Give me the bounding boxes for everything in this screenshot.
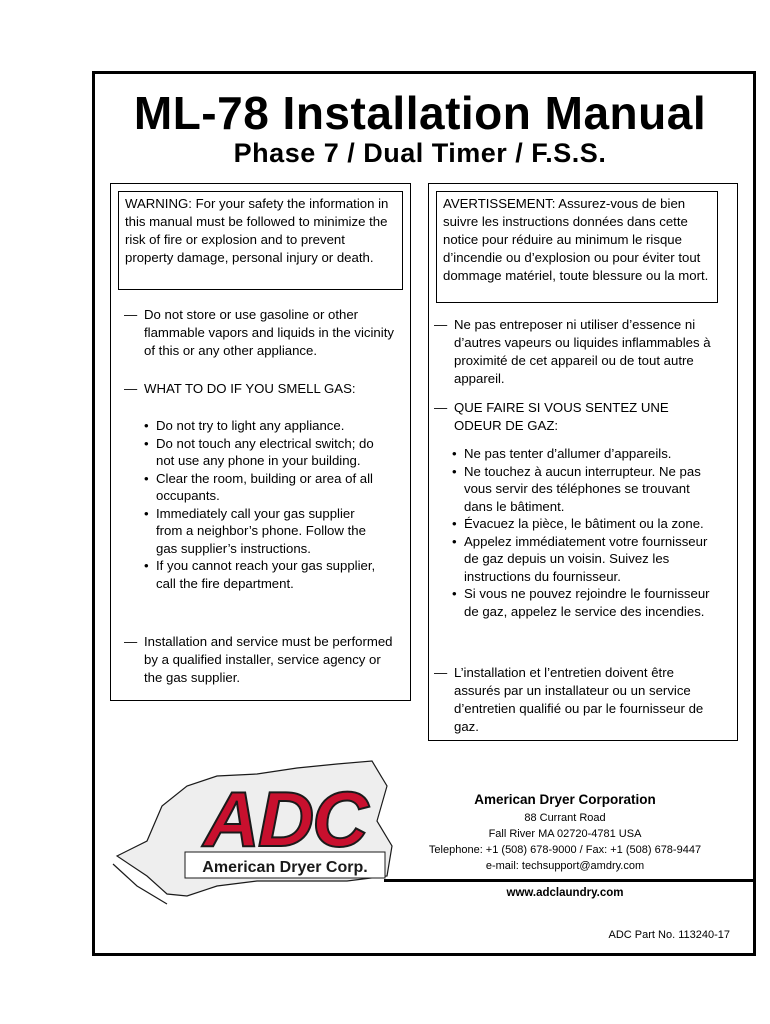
list-item: • Clear the room, building or area of all occupants. xyxy=(144,470,373,503)
english-dash-3-text: Installation and service must be performed by a qualified installer, service agency or the gas supplier. xyxy=(144,634,393,685)
company-info xyxy=(400,790,730,874)
english-dash-3: — Installation and service must be performed by a qualified installer, service agency or the gas supplier. xyxy=(124,633,402,687)
company-phone: Telephone: +1 (508) 678-9000 / Fax: +1 (508) 678-9447 xyxy=(428,844,702,856)
english-dash-2: — WHAT TO DO IF YOU SMELL GAS: xyxy=(124,380,402,398)
list-item: • Ne pas tenter d’allumer d’appareils. xyxy=(452,446,672,461)
manual-title: ML-78 Installation Manual xyxy=(133,87,707,139)
part-number: ADC Part No. 113240-17 xyxy=(608,929,730,941)
english-dash-2-text: WHAT TO DO IF YOU SMELL GAS: xyxy=(144,381,356,396)
company-street: 88 Currant Road xyxy=(524,812,606,824)
list-item: • Ne touchez à aucun interrupteur. Ne pas vous servir des téléphones se trouvant dans le bâtiment. xyxy=(452,463,701,514)
list-item: • If you cannot reach your gas supplier, call the fire department. xyxy=(144,558,376,591)
manual-subtitle: Phase 7 / Dual Timer / F.S.S. xyxy=(233,138,607,168)
list-item: • Do not touch any electrical switch; do not use any phone in your building. xyxy=(144,435,374,468)
french-dash-3: — L’installation et l’entretien doivent être assurés par un installateur ou un service d’entretien qualifié ou par le fournisseur de gaz. xyxy=(434,664,718,736)
logo-caption: American Dryer Corp. xyxy=(202,859,368,876)
french-bullet-list xyxy=(452,445,714,620)
french-dash-2: — QUE FAIRE SI VOUS SENTEZ UNE ODEUR DE GAZ: xyxy=(434,399,718,435)
french-dash-1: — Ne pas entreposer ni utiliser d’essence ni d’autres vapeurs ou liquides inflammables à proximité de cet appareil ou de tout autre appareil. xyxy=(434,316,718,388)
divider-rule xyxy=(384,879,756,882)
adc-logo-graphic xyxy=(107,746,407,906)
english-bullet-list xyxy=(144,417,384,592)
company-city: Fall River MA 02720-4781 USA xyxy=(488,828,642,840)
company-name: American Dryer Corporation xyxy=(474,792,656,807)
list-item: • Si vous ne pouvez rejoindre le fournisseur de gaz, appelez le service des incendies. xyxy=(452,586,710,619)
english-dash-1: — Do not store or use gasoline or other flammable vapors and liquids in the vicinity of this or any other appliance. xyxy=(124,306,402,360)
english-warning-text: WARNING: For your safety the information in this manual must be followed to minimize the risk of fire or explosion and to prevent property damage, personal injury or death. xyxy=(125,196,389,265)
english-dash-1-text: Do not store or use gasoline or other flammable vapors and liquids in the vicinity of this or any other appliance. xyxy=(144,307,394,358)
french-warning-text: AVERTISSEMENT: Assurez-vous de bien suivre les instructions données dans cette notice pour réduire au minimum le risque d’incendie ou d’explosion ou pour éviter tout dommage matériel, toute blessure ou la mort. xyxy=(443,196,709,283)
list-item: • Évacuez la pièce, le bâtiment ou la zone. xyxy=(452,516,704,531)
list-item: • Appelez immédiatement votre fournisseur de gaz depuis un voisin. Suivez les instructions du fournisseur. xyxy=(452,533,708,584)
french-dash-1-text: Ne pas entreposer ni utiliser d’essence ni d’autres vapeurs ou liquides inflammables à proximité de cet appareil ou de tout autre appareil. xyxy=(454,317,711,386)
website-link[interactable]: www.adclaundry.com xyxy=(506,887,624,899)
french-dash-3-text: L’installation et l’entretien doivent être assurés par un installateur ou un service d’entretien qualifié ou par le fournisseur de gaz. xyxy=(454,665,704,734)
company-email[interactable]: e-mail: techsupport@amdry.com xyxy=(485,860,645,872)
list-item: • Do not try to light any appliance. xyxy=(144,418,345,433)
french-warning-box xyxy=(436,191,718,303)
logo-letters: ADC xyxy=(203,775,367,863)
french-dash-2-text: QUE FAIRE SI VOUS SENTEZ UNE ODEUR DE GAZ: xyxy=(454,400,669,433)
list-item: • Immediately call your gas supplier from a neighbor’s phone. Follow the gas supplier’s instructions. xyxy=(144,505,366,556)
adc-logo xyxy=(107,746,407,906)
english-warning-box xyxy=(118,191,403,290)
